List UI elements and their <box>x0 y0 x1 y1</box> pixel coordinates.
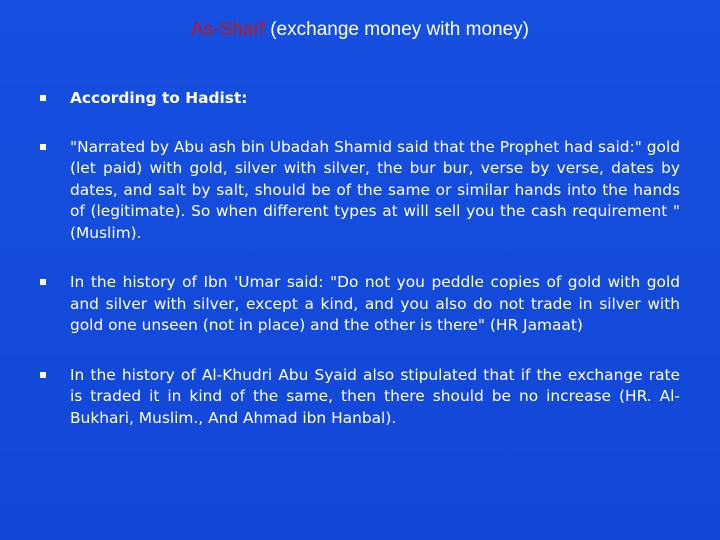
bullet-item <box>40 88 680 110</box>
square-bullet-icon <box>40 144 46 150</box>
bullet-text: In the history of Al-Khudri Abu Syaid also stipulated that if the exchange rate is traded it in kind of the same, then there should be no increase (HR. Al-Bukhari, Muslim., And Ahmad ibn Hanbal). <box>70 365 680 427</box>
square-bullet-icon <box>40 95 46 101</box>
bullet-item <box>40 272 680 337</box>
bullet-item <box>40 137 680 245</box>
title-rest: (exchange money with money) <box>264 19 529 40</box>
slide-title <box>0 18 720 42</box>
bullet-list <box>40 88 680 457</box>
bullet-text: According to Hadist: <box>70 89 248 107</box>
bullet-text: "Narrated by Abu ash bin Ubadah Shamid said that the Prophet had said:" gold (let paid) with gold, silver with silver, the bur bur, verse by verse, dates by dates, and salt by salt, should be of the same or similar hands into the hands of (legitimate). So when different types at will sell you the cash requirement "(Muslim). <box>70 137 680 242</box>
square-bullet-icon <box>40 372 46 378</box>
bullet-item <box>40 365 680 430</box>
title-accent: As-Sharf <box>191 19 265 40</box>
square-bullet-icon <box>40 279 46 285</box>
bullet-text: In the history of Ibn 'Umar said: "Do not you peddle copies of gold with gold and silver with silver, except a kind, and you also do not trade in silver with gold one unseen (not in place) and the other is there" (HR Jamaat) <box>70 273 680 334</box>
